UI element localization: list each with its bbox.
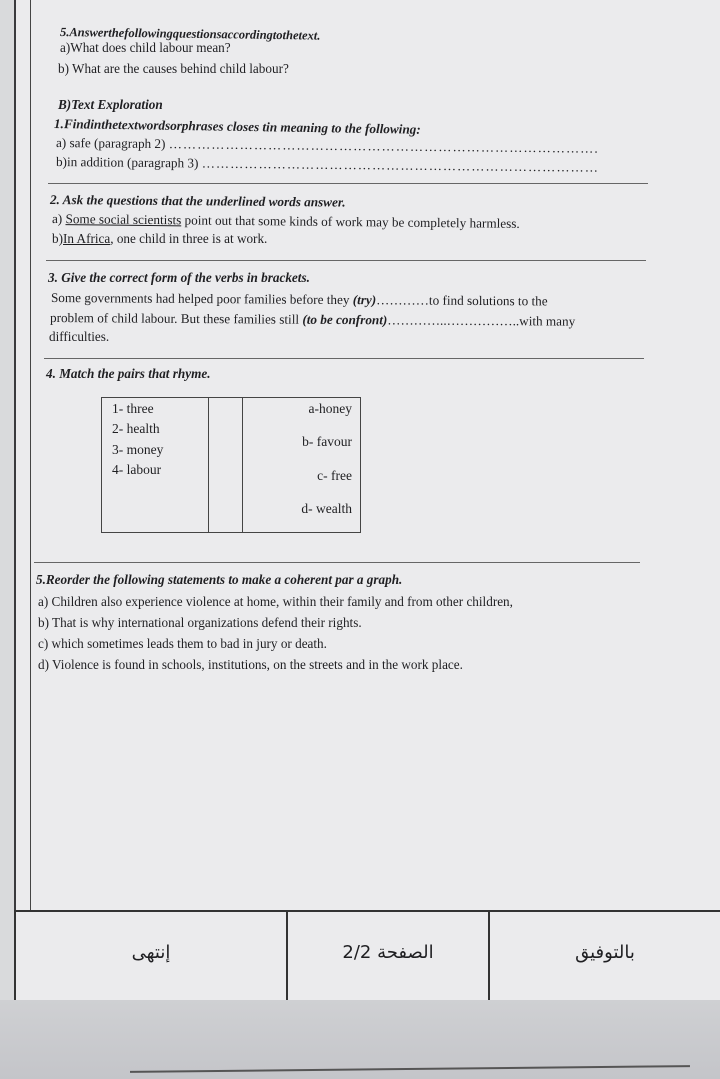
q2-item-b-underlined: In Africa [63,231,111,246]
q3-verb-confront: (to be confront) [302,311,388,328]
q3-title: 3. Give the correct form of the verbs in brackets. [48,270,310,285]
footer-cell-right [488,912,720,1000]
reorder-item-b: b) That is why international organizations defend their rights. [38,615,362,630]
q3-line-2-text: problem of child labour. But these families still [49,310,303,327]
q3-verb-try: (try) [352,292,377,308]
reorder-item-c: c) which sometimes leads them to bad in jury or death. [38,636,327,651]
footer-cell-center [286,912,488,1000]
q2-item-a-rest: point out that some kinds of work may be completely harmless. [181,212,520,231]
q3-blank-1[interactable]: …………to find solutions to the [376,292,548,309]
q5-question-b: b) What are the causes behind child labour? [58,61,289,76]
q2-title: 2. Ask the questions that the underlined words answer. [49,192,346,210]
rhyme-left-1: 1- three [112,401,154,416]
footer-cell-left [14,912,286,1000]
footer-end-text: إنتهى [131,942,171,963]
footer-page-number: الصفحة 2/2 [342,942,434,963]
q2-item-b-rest: , one child in three is at work. [110,231,268,246]
q1-item-b-label: b)in addition (paragraph 3) [55,154,202,171]
rhyme-right-b: b- favour [302,434,352,449]
q5-reorder-title: 5.Reorder the following statements to make a coherent par a graph. [36,572,403,587]
q2-item-b-prefix: b) [52,231,63,246]
q5-question-a: a)What does child labour mean? [60,40,231,55]
q1-item-a-label: a) safe (paragraph 2) [55,135,169,152]
reorder-item-a: a) Children also experience violence at home, within their family and from other children, [38,594,513,609]
table-divider [242,398,243,532]
rhyme-table [101,397,361,533]
q3-line-3: difficulties. [49,329,110,344]
q3-line-1-text: Some governments had helped poor families before they [50,290,353,308]
reorder-item-d: d) Violence is found in schools, institutions, on the streets and in the work place. [38,657,463,672]
divider [34,562,640,563]
rhyme-left-3: 3- money [112,442,164,457]
section-heading: B)Text Exploration [58,97,163,112]
divider [46,260,646,261]
table-divider [208,398,209,532]
q1-title: 1.Findinthetextwordsorphrases closes tin meaning to the following: [53,116,421,137]
page-footer [14,910,720,1002]
q2-item-a-underlined: Some social scientists [65,211,182,228]
q2-item-a-prefix: a) [51,211,66,227]
rhyme-left-4: 4- labour [112,462,162,477]
rhyme-left-2: 2- health [112,421,160,436]
rhyme-right-c: c- free [317,468,352,483]
divider [48,183,648,184]
footer-good-luck: بالتوفيق [575,942,635,963]
q3-blank-2[interactable]: …………..……………..with many [387,312,576,329]
q1-item-a-blank[interactable]: ………………………………………………………………………………. [168,136,599,156]
divider [44,358,644,359]
rhyme-right-a: a-honey [308,401,352,416]
q4-title: 4. Match the pairs that rhyme. [46,366,211,381]
rhyme-right-d: d- wealth [301,501,352,516]
q1-item-b-blank[interactable]: ………………………………………………………………………… [201,155,600,175]
q2-item-b [52,231,267,247]
q5-title: 5.Answerthefollowingquestionsaccordingtothetext. [59,25,321,43]
